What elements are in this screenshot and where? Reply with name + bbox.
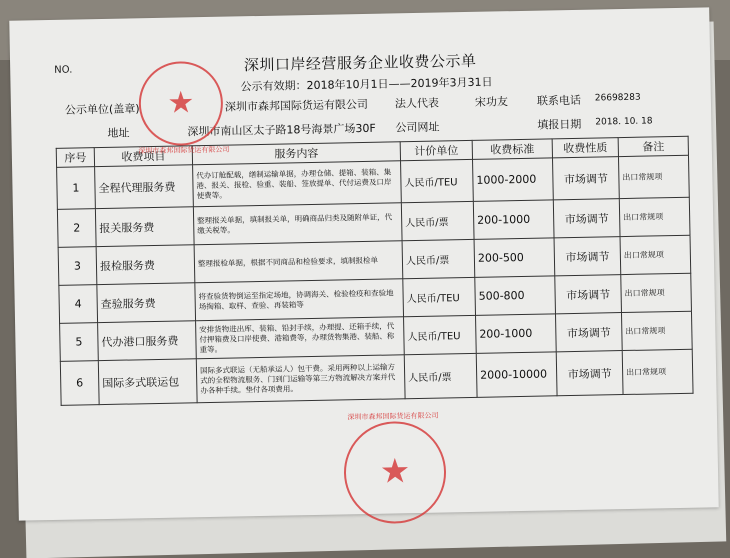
- cell-nature: 市场调节: [555, 313, 622, 352]
- cell-item: 查验服务费: [97, 283, 196, 323]
- seal-star-icon: ★: [379, 451, 411, 492]
- cell-unit: 人民币/TEU: [404, 315, 477, 354]
- cell-desc: 代办订舱配载，缮制运输单据，办理仓储、提箱、装箱、集港、报关、报检、验重、装船、签放提单、代付运费及口岸使费等。: [193, 161, 402, 207]
- phone-value: 26698283: [594, 92, 641, 104]
- cell-nature: 市场调节: [554, 237, 621, 276]
- header-nature: 收费性质: [552, 138, 618, 158]
- cell-nature: 市场调节: [552, 157, 619, 200]
- cell-no: 5: [60, 323, 99, 362]
- cell-desc: 将查验货物倒运至指定场地，协调海关、检验检疫和查验地场掏箱、取样、查验、再装箱等: [195, 279, 404, 321]
- cell-no: 1: [57, 167, 96, 210]
- seal-top-text: 深圳市森邦国际货运有限公司: [138, 145, 230, 156]
- unit-value: 深圳市森邦国际货运有限公司: [224, 97, 369, 114]
- cell-note: 出口常规项: [621, 273, 692, 312]
- date-value: 2018. 10. 18: [595, 116, 653, 128]
- cell-item: 国际多式联运包: [98, 359, 197, 405]
- rep-label: 法人代表: [394, 96, 440, 111]
- header-standard: 收费标准: [472, 139, 552, 160]
- cell-standard: 200-500: [474, 238, 555, 278]
- cell-note: 出口常规项: [620, 235, 691, 274]
- site-label: 公司网址: [395, 120, 440, 135]
- header-no: 序号: [56, 148, 94, 168]
- cell-note: 出口常规项: [621, 311, 692, 350]
- cell-desc: 安排货物进出库、装箱、铅封手续，办理提、还箱手续，代付押箱费及口岸使费、港箱费等，办理货物集港、装船、称重等。: [196, 317, 405, 359]
- cell-desc: 整理报检单据，根据不同商品和检验要求，填制报检单: [194, 241, 403, 283]
- cell-desc: 整理报关单据，填制报关单，明确商品归类及随附单证，代缴关税等。: [193, 203, 402, 245]
- cell-standard: 1000-2000: [473, 158, 554, 202]
- cell-unit: 人民币/票: [402, 239, 475, 278]
- header-item: 收费项目: [94, 146, 192, 167]
- cell-unit: 人民币/票: [404, 353, 477, 398]
- validity-period: 公示有效期：2018年10月1日——2019年3月31日: [240, 75, 493, 94]
- rep-value: 宋功友: [474, 95, 509, 109]
- header-note: 备注: [618, 136, 688, 156]
- cell-note: 出口常规项: [622, 349, 693, 394]
- cell-note: 出口常规项: [618, 155, 689, 198]
- fee-notice-sheet: [9, 7, 718, 520]
- phone-label: 联系电话: [536, 93, 582, 108]
- fee-table: [56, 136, 694, 406]
- cell-standard: 2000-10000: [476, 352, 557, 398]
- header-desc: 服务内容: [192, 142, 400, 165]
- cell-standard: 200-1000: [473, 200, 554, 240]
- cell-no: 4: [59, 285, 98, 324]
- seal-bottom-text: 深圳市森邦国际货运有限公司: [347, 411, 439, 422]
- page-title: 深圳口岸经营服务企业收费公示单: [243, 51, 477, 75]
- cell-unit: 人民币/票: [401, 201, 474, 240]
- date-label: 填报日期: [537, 117, 582, 132]
- cell-unit: 人民币/TEU: [401, 159, 474, 202]
- cell-no: 3: [58, 247, 97, 286]
- cell-nature: 市场调节: [555, 275, 622, 314]
- cell-item: 代办港口服务费: [98, 321, 197, 361]
- company-seal-bottom: [343, 420, 447, 524]
- cell-unit: 人民币/TEU: [403, 277, 476, 316]
- cell-item: 报关服务费: [95, 207, 194, 247]
- unit-label: 公示单位(盖章): [64, 102, 140, 117]
- cell-nature: 市场调节: [553, 199, 620, 238]
- cell-desc: 国际多式联运（无船承运人）包干费。采用两种以上运输方式的全程物流服务、门到门运输等第三方物流解决方案并代办各种手续。垫付各项费用。: [196, 355, 405, 403]
- cell-item: 报检服务费: [96, 245, 195, 285]
- cell-standard: 500-800: [475, 276, 556, 316]
- addr-value: 深圳市南山区太子路18号海景广场30F: [187, 121, 376, 139]
- cell-no: 2: [57, 209, 96, 248]
- cell-no: 6: [60, 361, 99, 406]
- cell-item: 全程代理服务费: [95, 165, 194, 209]
- seal-star-icon: ★: [167, 85, 195, 121]
- cell-note: 出口常规项: [619, 197, 690, 236]
- cell-standard: 200-1000: [476, 314, 557, 354]
- cell-nature: 市场调节: [556, 351, 623, 396]
- header-unit: 计价单位: [400, 140, 472, 160]
- doc-number-label: NO.: [54, 64, 73, 76]
- addr-label: 地址: [107, 126, 130, 140]
